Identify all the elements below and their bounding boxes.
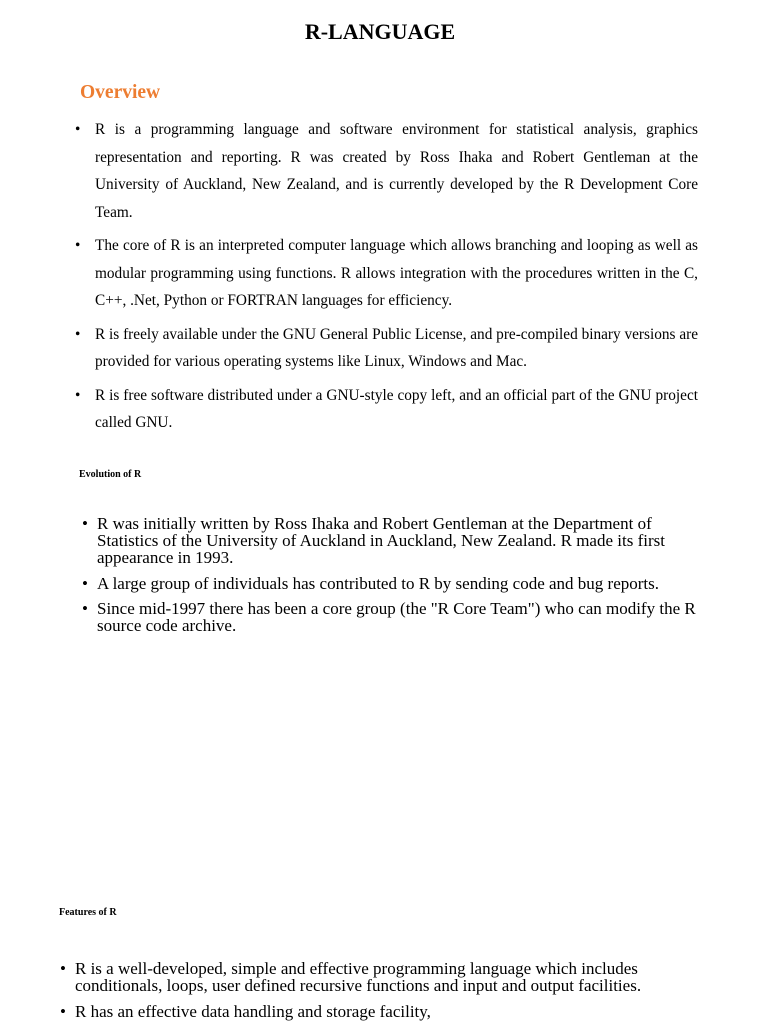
bullet-icon: •	[60, 1001, 66, 1021]
features-heading: Features of R	[59, 907, 117, 918]
bullet-icon: •	[75, 121, 81, 138]
document-title: R-LANGUAGE	[304, 19, 456, 44]
list-item: • Since mid-1997 there has been a core group (the "R Core Team") who can modify the R source code archive.	[82, 599, 696, 635]
bullet-icon: •	[82, 514, 88, 533]
bullet-icon: •	[75, 237, 81, 254]
list-item: • R was initially written by Ross Ihaka and Robert Gentleman at the Department of Statistics of the University of Auckland in Auckland, New Zealand. R made its first appearance in 1993.	[82, 514, 665, 567]
list-item: • A large group of individuals has contributed to R by sending code and bug reports.	[82, 573, 660, 593]
list-item: • R is a well-developed, simple and effective programming language which includes conditionals, loops, user defined recursive functions and input and output facilities.	[60, 959, 642, 995]
features-list	[60, 959, 715, 1028]
list-item: • R is freely available under the GNU General Public License, and pre-compiled binary versions are provided for various operating systems like Linux, Windows and Mac.	[95, 321, 698, 376]
bullet-icon: •	[82, 573, 88, 593]
list-item: • R is a programming language and software environment for statistical analysis, graphics representation and reporting. R was created by Ross Ihaka and Robert Gentleman at the University of Auckland, New Zealand, and is currently developed by the R Development Core Team.	[95, 116, 698, 226]
bullet-icon: •	[75, 386, 81, 404]
evolution-heading: Evolution of R	[79, 469, 142, 480]
list-item: • R has an effective data handling and storage facility,	[60, 1001, 431, 1021]
bullet-icon: •	[60, 959, 66, 978]
list-item: • The core of R is an interpreted computer language which allows branching and looping as well as modular programming using functions. R allows integration with the procedures written in the C, C++, .Net, Python or FORTRAN languages for efficiency.	[95, 232, 698, 315]
evolution-list	[82, 514, 717, 643]
list-item: • R is free software distributed under a GNU-style copy left, and an official part of the GNU project called GNU.	[95, 382, 698, 437]
overview-heading: Overview	[80, 82, 161, 103]
overview-list	[75, 116, 698, 443]
bullet-icon: •	[75, 325, 81, 343]
bullet-icon: •	[82, 599, 88, 618]
